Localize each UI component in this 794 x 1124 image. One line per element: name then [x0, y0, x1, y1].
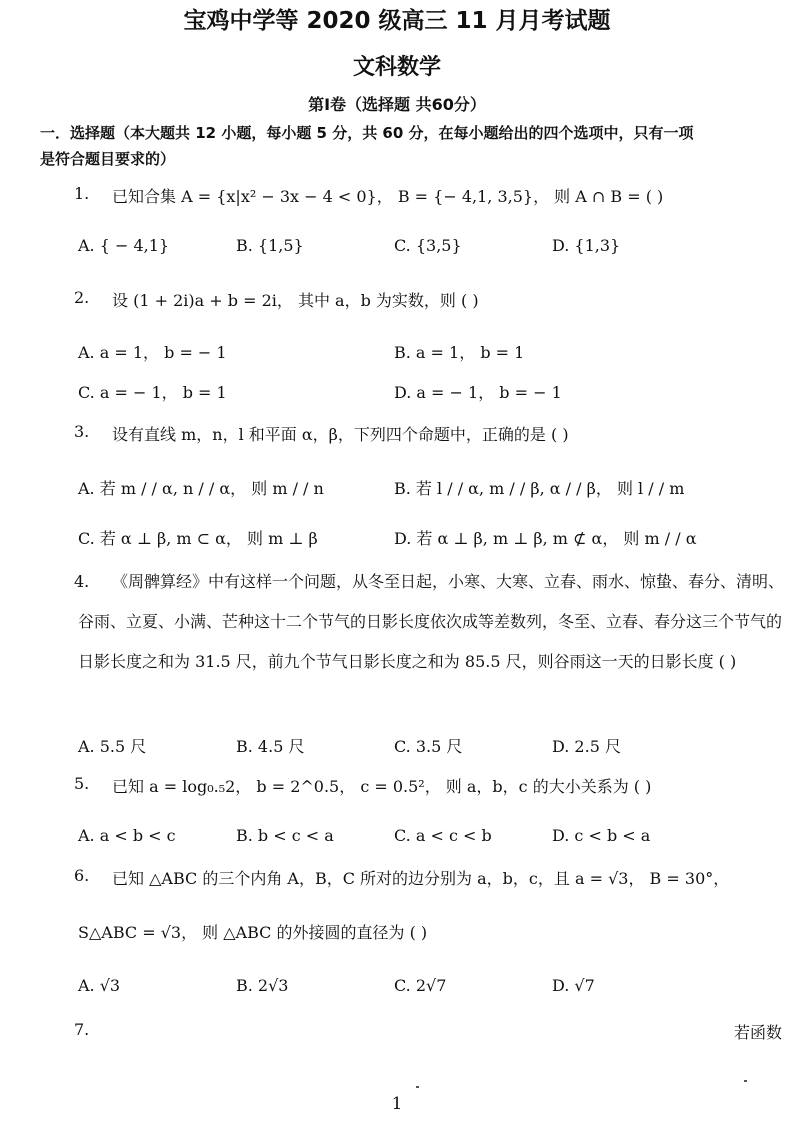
question-number: 2.: [74, 288, 90, 307]
section-instructions-line1: 一．选择题（本大题共 12 小题，每小题 5 分，共 60 分，在每小题给出的四个选项中，只有一项: [40, 124, 694, 142]
volume-title: 第Ⅰ卷（选择题 共60分）: [308, 95, 486, 114]
question-stem-continued: S△ABC = √3， 则 △ABC 的外接圆的直径为 ( ): [78, 923, 428, 942]
option-b: B. 若 l / / α, m / / β, α / / β， 则 l / / m: [394, 479, 685, 498]
section-instructions-line2: 是符合题目要求的）: [40, 150, 176, 168]
option-b: B. 2√3: [236, 976, 289, 995]
option-b: B. b < c < a: [236, 826, 334, 845]
question-stem: 已知合集 A = {x|x² − 3x − 4 < 0}， B = {− 4,1, 3,5}， 则 A ∩ B = ( ): [112, 187, 664, 206]
option-c: C. 若 α ⊥ β, m ⊂ α， 则 m ⊥ β: [78, 529, 318, 548]
question-stem: 设有直线 m，n，l 和平面 α，β，下列四个命题中，正确的是 ( ): [112, 425, 569, 444]
option-a: A. a < b < c: [78, 826, 176, 845]
option-a: A. { − 4,1}: [78, 236, 170, 255]
question-number: 1.: [74, 184, 90, 203]
option-a: A. √3: [78, 976, 121, 995]
option-c: C. a < c < b: [394, 826, 492, 845]
option-a: A. a = 1， b = − 1: [78, 343, 227, 362]
option-d: D. 若 α ⊥ β, m ⊥ β, m ⊄ α， 则 m / / α: [394, 529, 697, 548]
exam-title: 宝鸡中学等 2020 级高三 11 月月考试题: [183, 8, 611, 34]
option-d: D. √7: [552, 976, 595, 995]
option-d: D. c < b < a: [552, 826, 651, 845]
question-stem: 设 (1 + 2i)a + b = 2i， 其中 a，b 为实数，则 ( ): [112, 291, 479, 310]
question-number: 6.: [74, 866, 90, 885]
option-c: C. 3.5 尺: [394, 737, 463, 756]
option-b: B. 4.5 尺: [236, 737, 305, 756]
question-number: 7.: [74, 1020, 90, 1039]
page-number: 1: [391, 1094, 403, 1114]
scan-speck: [416, 1086, 419, 1088]
option-d: D. 2.5 尺: [552, 737, 621, 756]
option-a: A. 若 m / / α, n / / α， 则 m / / n: [78, 479, 324, 498]
question-stem-fragment: 若函数: [734, 1023, 783, 1042]
option-c: C. 2√7: [394, 976, 447, 995]
option-c: C. {3,5}: [394, 236, 462, 255]
option-a: A. 5.5 尺: [78, 737, 147, 756]
option-c: C. a = − 1， b = 1: [78, 383, 227, 402]
subject-title: 文科数学: [352, 55, 441, 80]
option-b: B. {1,5}: [236, 236, 304, 255]
option-d: D. a = − 1， b = − 1: [394, 383, 562, 402]
question-number: 3.: [74, 422, 90, 441]
option-d: D. {1,3}: [552, 236, 621, 255]
question-stem: 《周髀算经》中有这样一个问题，从冬至日起，小寒、大寒、立春、雨水、惊蛰、春分、清明、谷雨、立夏、小满、芒种这十二个节气的日影长度依次成等差数列，冬至、立春、春分这三个节气的日影长度之和为 31.5 尺，前九个节气日影长度之和为 85.5 尺，则谷雨这一天的日影长度 ( ): [78, 572, 785, 671]
question-stem: 已知 a = log₀.₅2， b = 2^0.5， c = 0.5²， 则 a，b，c 的大小关系为 ( ): [112, 777, 652, 796]
question-number: 4.: [74, 572, 90, 591]
question-stem: 已知 △ABC 的三个内角 A，B，C 所对的边分别为 a，b，c，且 a = √3， B = 30°，: [112, 869, 730, 888]
option-b: B. a = 1， b = 1: [394, 343, 525, 362]
scan-speck: [744, 1080, 747, 1082]
question-number: 5.: [74, 774, 90, 793]
